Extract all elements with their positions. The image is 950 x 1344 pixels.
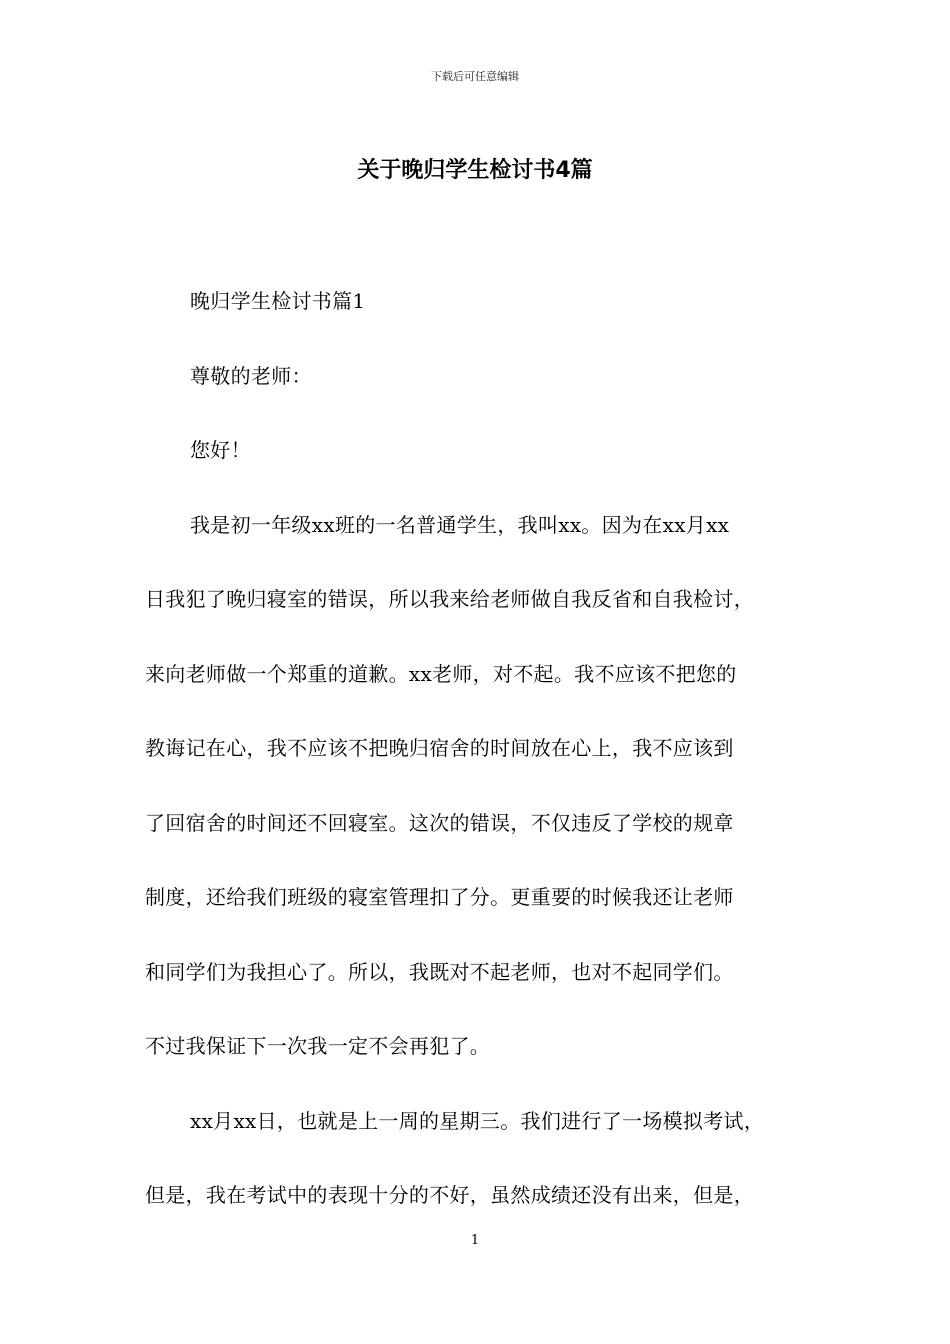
document-title: 关于晚归学生检讨书4篇: [357, 158, 593, 183]
paragraph-line: 了回宿舍的时间还不回寝室。这次的错误，不仅违反了学校的规章: [145, 811, 734, 835]
paragraph-line: 来向老师做一个郑重的道歉。xx老师，对不起。我不应该不把您的: [145, 662, 737, 686]
section-heading: 晚归学生检讨书篇1: [190, 289, 366, 313]
greeting: 您好！: [190, 438, 251, 462]
page-number: 1: [470, 1233, 480, 1248]
paragraph-line: 日我犯了晚归寝室的错误，所以我来给老师做自我反省和自我检讨，: [145, 587, 754, 611]
salutation: 尊敬的老师：: [190, 364, 312, 388]
paragraph-line: 不过我保证下一次我一定不会再犯了。: [145, 1034, 491, 1058]
paragraph-line: 教诲记在心，我不应该不把晚归宿舍的时间放在心上，我不应该到: [145, 736, 734, 760]
paragraph-line: xx月xx日，也就是上一周的星期三。我们进行了一场模拟考试，: [190, 1109, 765, 1133]
paragraph-line: 和同学们为我担心了。所以，我既对不起老师，也对不起同学们。: [145, 960, 734, 984]
paragraph-line: 制度，还给我们班级的寝室管理扣了分。更重要的时候我还让老师: [145, 885, 734, 909]
paragraph-line: 但是，我在考试中的表现十分的不好，虽然成绩还没有出来，但是，: [145, 1183, 754, 1207]
header-note: 下载后可任意编辑: [431, 70, 519, 83]
paragraph-line: 我是初一年级xx班的一名普通学生，我叫xx。因为在xx月xx: [190, 513, 730, 537]
